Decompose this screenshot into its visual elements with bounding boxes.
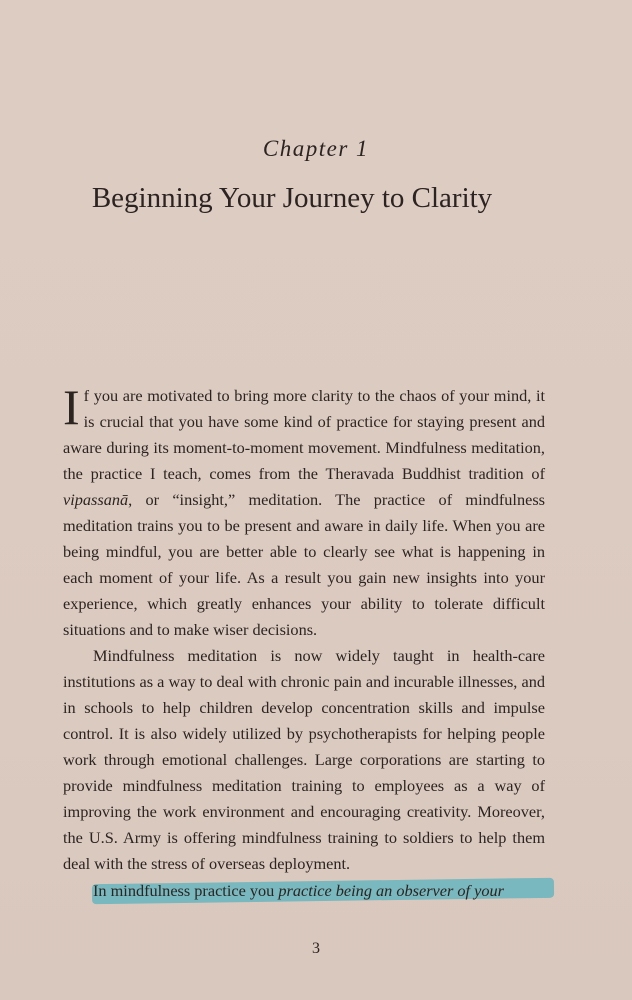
paragraph-3-plain: In mindfulness practice you <box>93 881 279 900</box>
paragraph-1-part-2: , or “insight,” meditation. The practice of mindfulness meditation trains you to be present and aware in daily life. When you are being mindful, you are better able to clearly see what is happening in each moment of your life. As a result you gain new insights into your experience, which greatly enhances your ability to tolerate difficult situations and to make wiser decisions. <box>63 490 545 639</box>
paragraph-3-italic: practice being an observer of your <box>278 881 504 900</box>
paragraph-1-part-1: f you are motivated to bring more clarity to the chaos of your mind, it is crucial that you have some kind of practice for staying present and aware during its moment-to-moment movement. Mindfulness meditation, the practice I teach, comes from the Theravada Buddhist tradition of <box>63 386 545 483</box>
chapter-label: Chapter 1 <box>262 136 370 161</box>
page-number: 3 <box>312 940 320 957</box>
body-text <box>63 379 545 877</box>
paragraph-1 <box>63 379 545 643</box>
chapter-title: Beginning Your Journey to Clarity <box>91 182 493 214</box>
paragraph-3 <box>63 878 545 904</box>
vipassana-term: vipassanā <box>63 490 129 509</box>
drop-cap: I <box>63 379 80 435</box>
paragraph-2: Mindfulness meditation is now widely taught in health-care institutions as a way to deal with chronic pain and incurable illnesses, and in schools to help children develop concentration skills and impulse control. It is also widely utilized by psychotherapists for helping people work through emotional challenges. Large corporations are starting to provide mindfulness meditation training to employees as a way of improving the work environment and encouraging creativity. Moreover, the U.S. Army is offering mindfulness training to soldiers to help them deal with the stress of overseas deployment. <box>63 646 545 873</box>
